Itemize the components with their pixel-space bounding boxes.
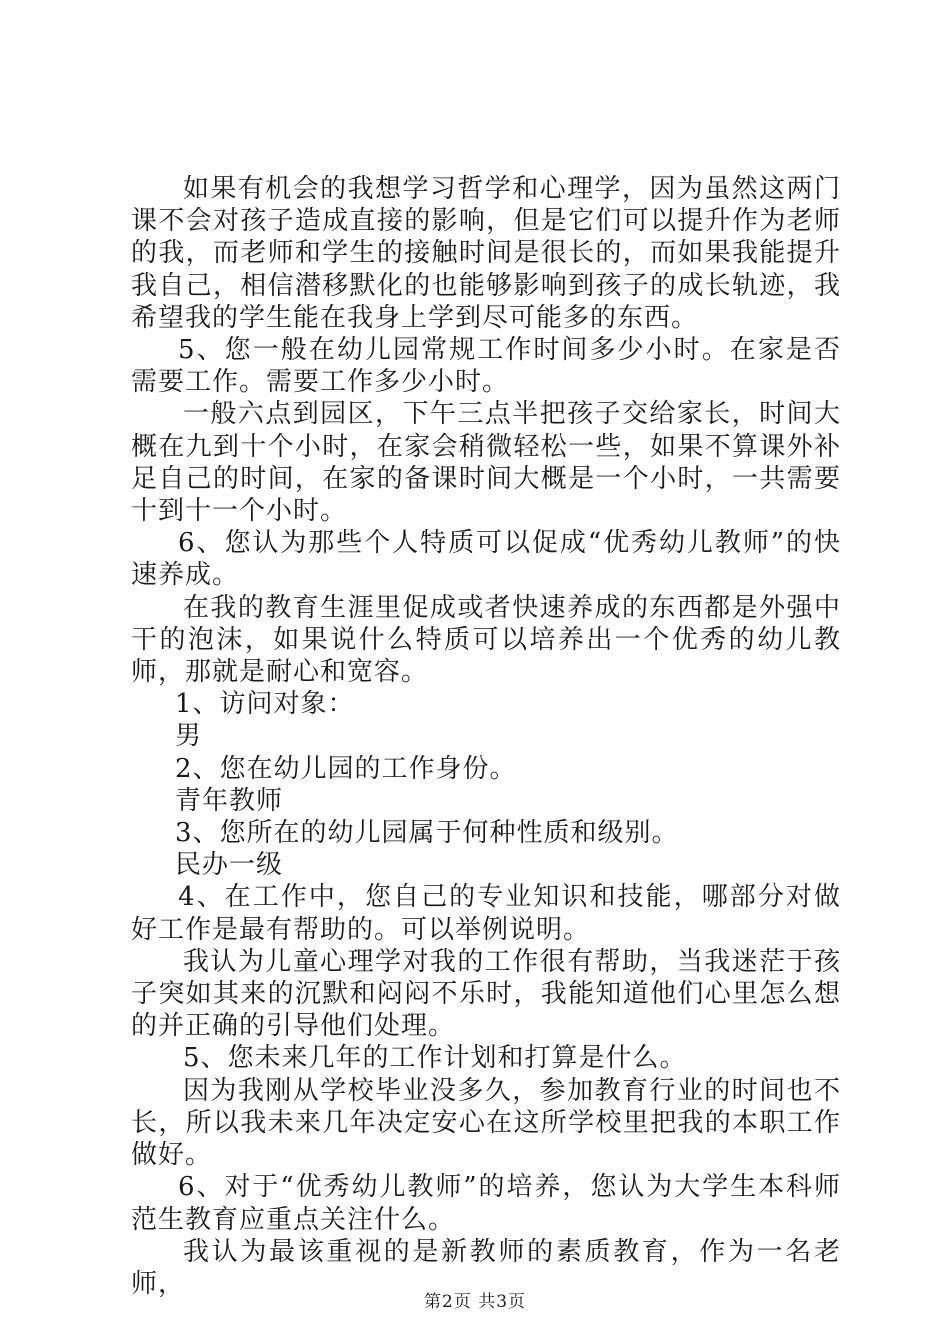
paragraph-question-4-skills: 4、在工作中，您自己的专业知识和技能，哪部分对做好工作是最有帮助的。可以举例说明。 bbox=[131, 882, 841, 945]
paragraph-question-1-subject: 1、访问对象： bbox=[175, 689, 355, 720]
paragraph-answer-learning: 如果有机会的我想学习哲学和心理学，因为虽然这两门课不会对孩子造成直接的影响，但是它们可以提升作为老师的我，而老师和学生的接触时间是很长的，而如果我能提升我自己，相信潜移默化的也能够影响到孩子的成长轨迹，我希望我的学生能在我身上学到尽可能多的东西。 bbox=[131, 174, 841, 333]
document-body bbox=[131, 173, 841, 1300]
paragraph-question-5-plans: 5、您未来几年的工作计划和打算是什么。 bbox=[183, 1043, 687, 1074]
paragraph-answer-training: 我认为最该重视的是新教师的素质教育，作为一名老师， bbox=[131, 1236, 841, 1299]
paragraph-answer-kindergarten: 民办一级 bbox=[175, 850, 284, 881]
paragraph-answer-subject: 男 bbox=[175, 721, 203, 752]
paragraph-question-5-hours: 5、您一般在幼儿园常规工作时间多少小时。在家是否需要工作。需要工作多少小时。 bbox=[131, 335, 841, 398]
paragraph-answer-hours: 一般六点到园区，下午三点半把孩子交给家长，时间大概在九到十个小时，在家会稍微轻松一些，如果不算课外补足自己的时间，在家的备课时间大概是一个小时，一共需要十到十一个小时。 bbox=[131, 399, 841, 527]
paragraph-question-6-traits: 6、您认为那些个人特质可以促成“优秀幼儿教师”的快速养成。 bbox=[131, 528, 841, 591]
paragraph-answer-traits: 在我的教育生涯里促成或者快速养成的东西都是外强中干的泡沫，如果说什么特质可以培养出一个优秀的幼儿教师，那就是耐心和宽容。 bbox=[131, 592, 841, 688]
paragraph-question-3-kindergarten: 3、您所在的幼儿园属于何种性质和级别。 bbox=[175, 818, 679, 849]
paragraph-answer-plans: 因为我刚从学校毕业没多久，参加教育行业的时间也不长，所以我未来几年决定安心在这所学校里把我的本职工作做好。 bbox=[131, 1075, 841, 1171]
paragraph-question-6-training: 6、对于“优秀幼儿教师”的培养，您认为大学生本科师范生教育应重点关注什么。 bbox=[131, 1172, 841, 1235]
page-number-footer: 第2页 共3页 bbox=[423, 1292, 527, 1312]
paragraph-answer-role: 青年教师 bbox=[175, 785, 284, 816]
paragraph-answer-skills: 我认为儿童心理学对我的工作很有帮助，当我迷茫于孩子突如其来的沉默和闷闷不乐时，我能知道他们心里怎么想的并正确的引导他们处理。 bbox=[131, 946, 841, 1042]
paragraph-question-2-role: 2、您在幼儿园的工作身份。 bbox=[175, 753, 517, 784]
